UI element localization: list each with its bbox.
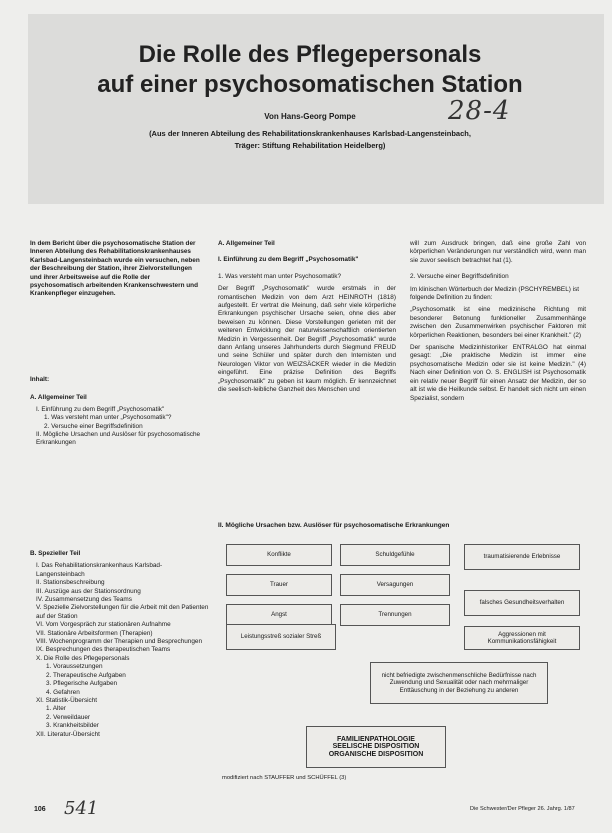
toc-section-a: A. Allgemeiner Teil: [30, 394, 87, 402]
paragraph: Im klinischen Wörterbuch der Medizin (PSCHYREMBEL) ist folgende Definition zu finden:: [410, 285, 580, 302]
toc-item: V. Spezielle Zielvorstellungen für die Arbeit mit den Patienten auf der Station: [36, 604, 209, 620]
affiliation-line-1: (Aus der Inneren Abteilung des Rehabilitationskrankenhauses Karlsbad-Langensteinbach,: [149, 129, 471, 138]
title-line-1: Die Rolle des Pflegepersonals: [138, 41, 482, 68]
organische-disposition-label: ORGANISCHE DISPOSITION: [328, 750, 424, 758]
box-leistungsstress: Leistungsstreß sozialer Streß: [226, 624, 336, 650]
paragraph: „Psychosomatik ist eine medizinische Richtung mit besonderer Betonung funktioneller Zusammenhänge zwischen den Zusammenwirken psychischer Faktoren mit körperlichen Reaktionen, besonders bei einer Krankheit." (2): [410, 306, 586, 339]
toc-item: I. Das Rehabilitationskrankenhaus Karlsbad-Langensteinbach: [36, 562, 163, 578]
handwritten-page: 541: [64, 798, 99, 819]
box-falsches: falsches Gesundheitsverhalten: [464, 590, 580, 616]
subheading: 1. Was versteht man unter Psychosomatik?: [218, 272, 342, 280]
toc-special: [30, 550, 210, 739]
toc-item: II. Mögliche Ursachen und Auslöser für psychosomatische Erkrankungen: [36, 431, 201, 447]
box-schuldgefuehle: Schuldgefühle: [340, 544, 450, 566]
toc-item: II. Stationsbeschreibung: [36, 579, 105, 587]
abstract: [30, 240, 202, 303]
handwritten-note: 28-4: [448, 96, 511, 126]
toc-item: 1. Voraussetzungen: [46, 663, 103, 671]
toc-item: 4. Gefahren: [46, 688, 80, 696]
paragraph: Der spanische Medizinhistoriker ENTRALGO hat einmal gesagt: „Die praktische Medizin ist immer eine psychosomatische Medizin oder sie ist keine Medizin." (4) Nach einer Definition von O. S. ENGLISH ist Psychosomatik ein relativ neuer Begriff für einen Ansatz der Medizin, der so alt ist wie die Heilkunde selbst. Er handelt sich nicht um einen Spezialist, sondern: [410, 344, 586, 402]
journal-info: Die Schwester/Der Pfleger 26. Jahrg. 1/87: [470, 806, 575, 812]
page-number: 106: [34, 806, 46, 813]
box-trauer: Trauer: [226, 574, 332, 596]
box-versagungen: Versagungen: [340, 574, 450, 596]
toc-item: 2. Versuche einer Begriffsdefinition: [44, 422, 143, 430]
paragraph: will zum Ausdruck bringen, daß eine große Zahl von körperlichen Veränderungen nur verständlich wird, wenn man sie zuvor seelisch betrachtet hat (1).: [410, 240, 586, 264]
affiliation: [60, 128, 560, 152]
diagram-source: modifiziert nach STAUFFER und SCHÜFFEL (3): [222, 775, 347, 781]
box-konflikte: Konflikte: [226, 544, 332, 566]
box-traumatisierende: traumatisierende Erlebnisse: [464, 544, 580, 570]
toc-item: XI. Statistik-Übersicht: [36, 696, 98, 704]
subheading: I. Einführung zu dem Begriff „Psychosomatik": [218, 256, 359, 264]
toc-item: III. Auszüge aus der Stationsordnung: [36, 587, 141, 595]
toc-item: 3. Krankheitsbilder: [46, 722, 99, 730]
paragraph: Der Begriff „Psychosomatik" wurde erstmals in der romantischen Medizin von dem Arzt HEINROTH (1818) aufgestellt. Er vertrat die Meinung, daß sehr viele körperliche Erkrankungen psychischer Ursache seien, ohne dies aber beweisen zu können. Diese Vorstellungen gerieten mit der weiteren Entwicklung der naturwissenschaftlich orientierten Medizin in Vergessenheit. Der Begriff „Psychosomatik" wurde dann Anfang unseres Jahrhunderts durch Siegmund FREUD und seine Schüler und später durch den Internisten und Neurologen Viktor von WEIZSÄCKER wieder in die Medizin eingeführt. Eine präzise Definition des Begriffs „Psychosomatik" zu geben ist kaum möglich. Er kennzeichnet die seelisch-leibliche Ganzheit des Menschen und: [218, 285, 396, 394]
section-heading: A. Allgemeiner Teil: [218, 240, 275, 247]
toc-item: VII. Stationäre Arbeitsformen (Therapien): [36, 629, 153, 637]
box-beduerfnisse: nicht befriedigte zwischenmenschliche Bedürfnisse nach Zuwendung und Sexualität oder nach mehrmaliger Enttäuschung in der Beziehung zu anderen: [370, 662, 548, 704]
seelische-disposition-label: SEELISCHE DISPOSITION: [332, 743, 420, 751]
toc-item: 1. Alter: [46, 705, 66, 713]
body-column-middle: [218, 240, 396, 399]
toc-item: 1. Was versteht man unter „Psychosomatik"?: [44, 414, 172, 422]
toc-item: 3. Pflegerische Aufgaben: [46, 680, 118, 688]
subheading: 2. Versuche einer Begriffsdefinition: [410, 273, 509, 281]
toc-item: IV. Zusammensetzung des Teams: [36, 596, 132, 604]
box-aggressionen: Aggressionen mit Kommunikationsfähigkeit: [464, 626, 580, 650]
diagram-heading: II. Mögliche Ursachen bzw. Auslöser für psychosomatische Erkrankungen: [218, 522, 450, 529]
title-line-2: auf einer psychosomatischen Station: [97, 71, 523, 98]
toc-item: X. Die Rolle des Pflegepersonals: [36, 654, 130, 662]
box-dispositions: [306, 726, 446, 768]
toc-item: VI. Vom Vorgespräch zur stationären Aufnahme: [36, 621, 171, 629]
toc-item: XII. Literatur-Übersicht: [36, 730, 100, 738]
author: Von Hans-Georg Pompe: [264, 112, 356, 121]
toc-general: [30, 376, 206, 448]
familienpathologie-label: FAMILIENPATHOLOGIE: [337, 735, 415, 743]
body-column-right: [410, 240, 586, 407]
toc-item: IX. Besprechungen des therapeutischen Teams: [36, 646, 171, 654]
affiliation-line-2: Träger: Stiftung Rehabilitation Heidelberg): [234, 141, 386, 150]
abstract-text: In dem Bericht über die psychosomatische Station der Inneren Abteilung des Rehabilitationskrankenhauses Karlsbad-Langensteinbach wurde ein versuchen, neben der Beschreibung der Station, ihrer Zielvorstellungen und ihrer Arbeitsweise auf die Rolle der psychosomatisch arbeitenden Krankenschwestern und Krankenpfleger einzugehen.: [30, 240, 200, 298]
article-title: [40, 40, 580, 100]
box-angst: Angst: [226, 604, 332, 626]
toc-item: 2. Therapeutische Aufgaben: [46, 671, 126, 679]
toc-section-b: B. Spezieller Teil: [30, 550, 81, 557]
toc-item: I. Einführung zu dem Begriff „Psychosomatik": [36, 405, 165, 413]
box-trennungen: Trennungen: [340, 604, 450, 626]
toc-item: VIII. Wochenprogramm der Therapien und Besprechungen: [36, 638, 203, 646]
toc-item: 2. Verweildauer: [46, 713, 91, 721]
toc-heading: Inhalt:: [30, 376, 50, 383]
